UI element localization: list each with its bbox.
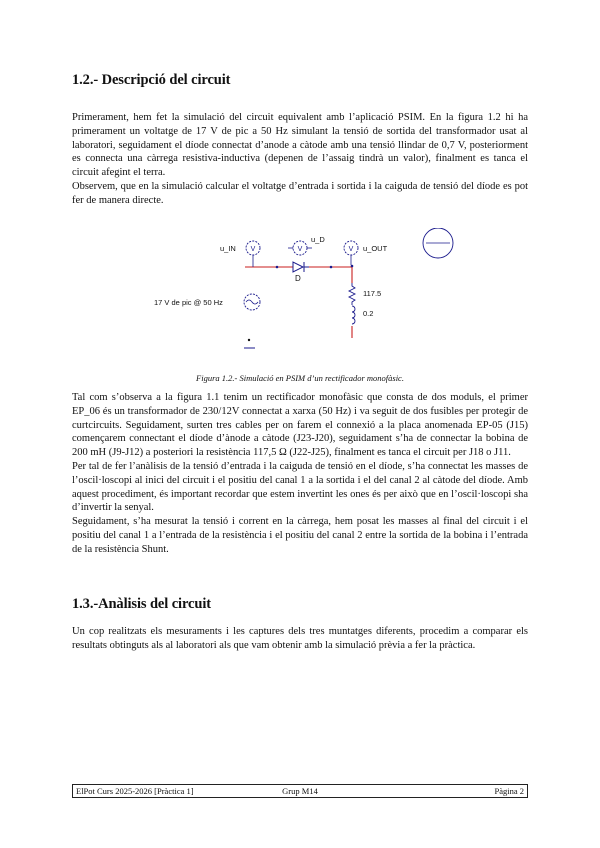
- label-u-out: u_OUT: [363, 244, 388, 253]
- label-source: 17 V de pic @ 50 Hz: [154, 298, 223, 307]
- ac-source-symbol: [244, 294, 260, 310]
- voltmeter-uout: [344, 241, 358, 265]
- scope-symbol: [423, 228, 453, 258]
- footer-page-number: Pàgina 2: [494, 786, 524, 796]
- body-paragraph: Tal com s’observa a la figura 1.1 tenim un rectificador monofàsic que consta de dos moduls, el primer EP_06 és un transformador de 230/12V connectat a xarxa (50 Hz) i va seguit de dos fusibles per protegir de curtcircuits. Seguidament, surten tres cables per on farem el connexió a la placa anomenada EP-05 (J15) començarem connectant el díode d’ànode a càtode (J23-J20), seguidament s’ha de connectar la bobina de 200 mH (J9-J12) a posteriori la resistència 117,5 Ω (J22-J25), finalment es tanca el circuit per J18 o J11. Per tal de fer l’anàlisis de la tensió d’entrada i la caiguda de tensió en el díode, s’ha connectat les masses de l’oscil·loscopi al inici del circuit i el positiu del canal 1 a la sortida i el del canal 2 al càtode del díode. Amb aquest procediment, és important recordar que estem invertint les ones és per això que en l’oscil·loscopi sha d’invertir la senyal. Seguidament, s’ha mesurat la tensió i corrent en la càrrega, hem posat les masses al final del circuit i el positiu del canal 1 a l’entrada de la resistència i el positiu del canal 2 entre la sortida de la bobina i l’entrada de la resistència Shunt.: [72, 392, 528, 555]
- resistor-symbol: [349, 283, 355, 305]
- voltmeter-uin: [246, 241, 260, 267]
- diode-label: D: [295, 274, 301, 283]
- circuit-figure: [145, 228, 480, 356]
- svg-text:V: V: [250, 246, 256, 253]
- section-heading-description: 1.2.- Descripció del circuit: [72, 72, 231, 88]
- label-resistance: 117.5: [363, 289, 382, 298]
- label-inductance: 0.2: [363, 309, 374, 318]
- svg-text:V: V: [297, 246, 303, 253]
- label-u-in: u_IN: [220, 244, 236, 253]
- footer-course: ElPot Curs 2025-2026 [Pràctica 1]: [76, 786, 194, 796]
- analysis-paragraph: Un cop realitzats els mesuraments i les captures dels tres muntatges diferents, procedim a comparar els resultats obtinguts als al laboratori als que vam obtenir amb la simulació prèvia a fer la pràctica.: [72, 626, 528, 651]
- voltmeter-ud: [288, 241, 312, 255]
- inductor-symbol: [352, 306, 355, 324]
- description-paragraph: Primerament, hem fet la simulació del circuit equivalent amb l’aplicació PSIM. En la figura 1.2 hi ha primerament un voltatge de 17 V de pic a 50 Hz simulant la tensió de sortida del transformador usat al laboratori, seguidament el díode connectat d’anode a càtode amb una tensió llindar de 0,7 V, posteriorment es connecta una càrrega resistiva-inductiva (depenen de l’assaig tindrà un valor), finalment es tanca el circuit afegint el terra. Observem, que en la simulació calcular el voltatge d’entrada i sortida i la caiguda de tensió del díode es pot fer de manera directe.: [72, 112, 528, 206]
- label-u-d: u_D: [311, 235, 325, 244]
- footer-group: Grup M14: [282, 786, 318, 796]
- ground-symbol: [244, 339, 255, 348]
- svg-text:V: V: [348, 246, 354, 253]
- page-footer: [72, 784, 528, 798]
- section-heading-analysis: 1.3.-Anàlisis del circuit: [72, 596, 212, 612]
- diode-symbol: [293, 262, 309, 272]
- figure-caption: Figura 1.2.- Simulació en PSIM d’un rectificador monofàsic.: [196, 373, 404, 383]
